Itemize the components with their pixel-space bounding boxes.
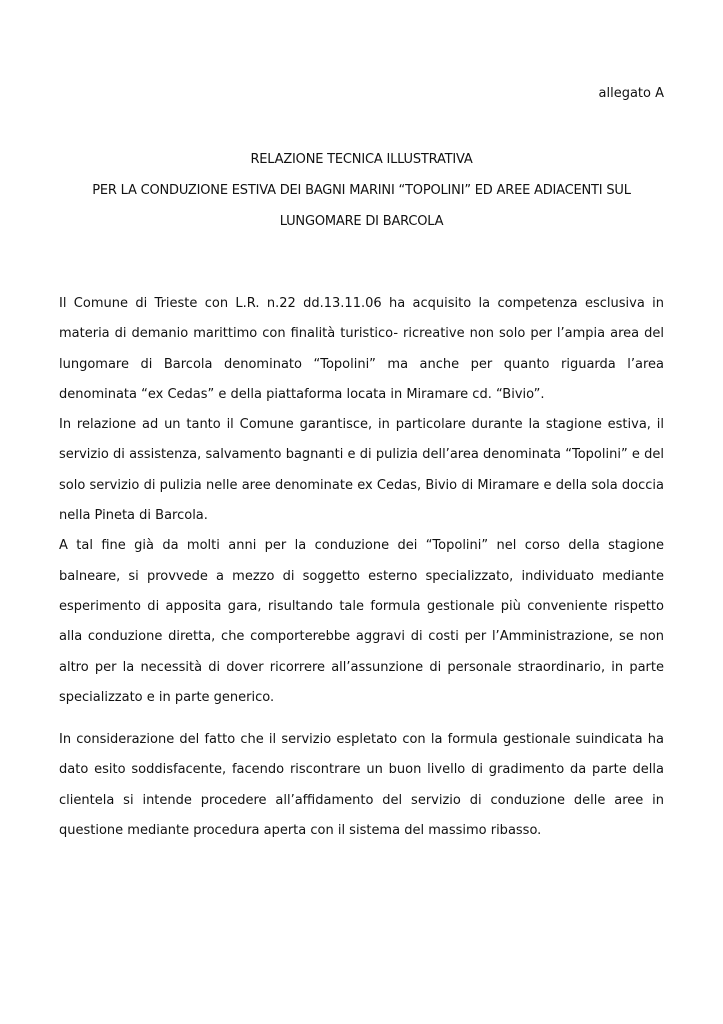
document-body [59, 289, 664, 846]
document-title [59, 144, 664, 237]
paragraph-competence: Il Comune di Trieste con L.R. n.22 dd.13.11.06 ha acquisito la competenza esclusiva in materia di demanio marittimo con finalità turistico- ricreative non solo per l’ampia area del lungomare di Barcola denominato “Topolini” ma anche per quanto riguarda l’area denominata “ex Cedas” e della piattaforma locata in Miramare cd. “Bivio”. [59, 296, 664, 402]
title-line-3: LUNGOMARE DI BARCOLA [279, 214, 444, 229]
paragraph-management: A tal fine già da molti anni per la conduzione dei “Topolini” nel corso della stagione balneare, si provvede a mezzo di soggetto esterno specializzato, individuato mediante esperimento di apposita gara, risultando tale formula gestionale più conveniente rispetto alla conduzione diretta, che comporterebbe aggravi di costi per l’Amministrazione, se non altro per la necessità di dover ricorrere all’assunzione di personale straordinario, in parte specializzato e in parte generico. [59, 538, 664, 705]
title-line-1: RELAZIONE TECNICA ILLUSTRATIVA [250, 152, 473, 167]
title-line-2: PER LA CONDUZIONE ESTIVA DEI BAGNI MARINI “TOPOLINI” ED AREE ADIACENTI SUL [92, 183, 631, 198]
attachment-label: allegato A [598, 86, 664, 101]
paragraph-services: In relazione ad un tanto il Comune garantisce, in particolare durante la stagione estiva, il servizio di assistenza, salvamento bagnanti e di pulizia dell’area denominata “Topolini” e del solo servizio di pulizia nelle aree denominate ex Cedas, Bivio di Miramare e della sola doccia nella Pineta di Barcola. [59, 417, 664, 524]
paragraph-procedure: In considerazione del fatto che il servizio espletato con la formula gestionale suindicata ha dato esito soddisfacente, facendo riscontrare un buon livello di gradimento da parte della clientela si intende procedere all’affidamento del servizio di conduzione delle aree in questione mediante procedura aperta con il sistema del massimo ribasso. [59, 732, 664, 839]
